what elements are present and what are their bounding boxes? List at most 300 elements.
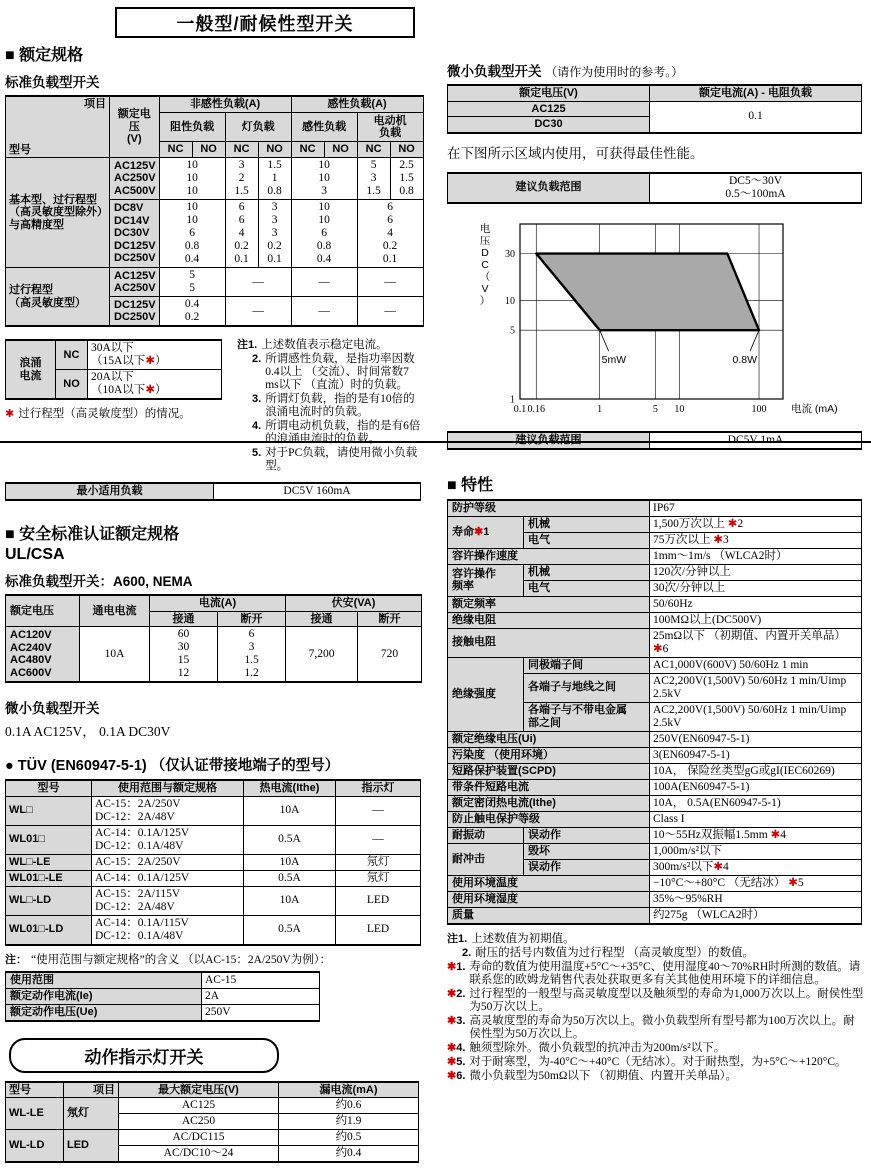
table-data-cell: 30次/分钟以上 <box>650 580 862 596</box>
table-header-cell: WL01□ <box>6 825 92 854</box>
micro-load-heading-text: 微小负载型开关 <box>447 64 542 79</box>
table-data-cell: 100A(EN60947-5-1) <box>650 779 862 795</box>
table-header-cell: 污染度 （使用环境） <box>448 747 650 763</box>
y-axis-label: 电压 D C （ V ） <box>479 222 491 307</box>
standard-notes <box>237 339 425 474</box>
note-item <box>447 1042 866 1055</box>
table-row <box>6 915 421 945</box>
table-row <box>6 854 421 870</box>
table-data-cell: 720 <box>358 627 422 683</box>
table-row <box>6 796 421 825</box>
note-text: “使用范围与额定规格”的含义 （以AC-15：2A/250V为例）： <box>31 953 331 966</box>
table-data-cell: 3 3 3 0.2 0.1 <box>258 200 291 268</box>
table <box>447 431 862 450</box>
table-data-cell: 3 2 1.5 <box>225 158 258 200</box>
table-data-cell: 0.5A <box>244 915 336 945</box>
x-tick-label: 100 <box>751 403 767 415</box>
table-header-cell: 同极端子间 <box>524 657 650 673</box>
note-prefix: 3. <box>252 393 262 405</box>
note-item <box>447 1015 866 1041</box>
table-data-cell: 300m/s²以下✱4 <box>650 859 862 875</box>
table-header-cell: 非感性负载(A) <box>159 96 291 113</box>
table-row <box>448 173 862 203</box>
x-tick-label: 1 <box>597 403 603 415</box>
table-header-cell: 带条件短路电流 <box>448 779 650 795</box>
section-safety-standards: ■ 安全标准认证额定规格 <box>5 526 180 543</box>
standard-load-table <box>5 95 425 327</box>
table-data-cell: 6 6 4 0.2 0.1 <box>225 200 258 268</box>
table-row <box>448 875 862 891</box>
table-row <box>6 1130 419 1146</box>
table-data-cell: AC-14：0.1A/125V DC-12：0.1A/48V <box>92 825 244 854</box>
table-header-cell: NC <box>357 141 390 157</box>
table-data-cell: AC-15：2A/115V DC-12：2A/48V <box>92 886 244 915</box>
surge-footnote <box>5 408 229 421</box>
table-header-cell: 寿命✱1 <box>448 516 524 548</box>
table-header-cell: 误动作 <box>524 859 650 875</box>
note-item <box>447 1056 866 1069</box>
ulcsa-heading: UL/CSA <box>5 546 65 563</box>
table-header-cell: 使用范围 <box>6 972 202 989</box>
table-data-cell: AC-14：0.1A/125V <box>92 870 244 886</box>
table-data-cell: 0.1 <box>650 101 862 133</box>
table-data-cell: AC-15：2A/250V <box>92 854 244 870</box>
table-data-cell: LED <box>336 886 421 915</box>
min-applicable-load-table <box>5 482 425 501</box>
table-row <box>6 780 421 796</box>
table-data-cell: 75万次以上 ✱3 <box>650 532 862 548</box>
table-row <box>6 268 424 297</box>
table-row <box>448 657 862 673</box>
table-header-cell: WL01□-LE <box>6 870 92 886</box>
table-data-cell: 1.5 1 0.8 <box>258 158 291 200</box>
note-text: 触须型除外。微小负载型的抗冲击为200m/s²以下。 <box>469 1041 726 1054</box>
table-data-cell: 约0.5 <box>279 1130 419 1146</box>
table-data-cell: 约0.4 <box>279 1146 419 1163</box>
table-header-cell: 短路保护装置(SCPD) <box>448 763 650 779</box>
table-header-cell: NC <box>56 340 88 370</box>
surge-left <box>5 335 229 425</box>
table-header-cell: 额定电压 (V) <box>110 96 160 158</box>
table-data-cell: 0.4 0.2 <box>159 297 225 327</box>
table-row <box>448 432 862 449</box>
table-header-cell: 浪涌 电流 <box>6 340 56 399</box>
note-item <box>237 339 425 352</box>
table-header-cell: 机械 <box>524 564 650 580</box>
table-header-cell: WL□-LD <box>6 886 92 915</box>
table-row <box>448 779 862 795</box>
note-prefix: 注1. <box>447 932 468 945</box>
table-header-cell: 机械 <box>524 516 650 532</box>
right-column <box>447 40 866 1171</box>
table-data-cell: 10 10 6 0.8 0.4 <box>291 200 357 268</box>
load-range-chart <box>465 212 866 427</box>
table-header-cell: 建议负载范围 <box>448 173 650 203</box>
table <box>5 779 421 946</box>
table-data-cell: 10～55Hz双振幅1.5mm ✱4 <box>650 827 862 843</box>
ulcsa-subheading: 标准负载型开关：A600, NEMA <box>5 574 193 589</box>
table-header-cell: NO <box>258 141 291 157</box>
x-tick-label: 0.16 <box>527 403 546 415</box>
note-prefix: 2. <box>252 353 262 365</box>
table-header-cell: WL□-LE <box>6 854 92 870</box>
ulcsa-table <box>5 594 425 683</box>
y-tick-label: 5 <box>510 325 515 337</box>
table-data-cell: 0.5A <box>244 870 336 886</box>
table-header-cell: DC8V DC14V DC30V DC125V DC250V <box>110 200 160 268</box>
table-header-cell: 使用范围与额定规格 <box>92 780 244 796</box>
note-text: 对于PC负载，请使用微小负载型。 <box>265 447 418 472</box>
table-header-cell: NO <box>390 141 423 157</box>
table-header-cell: 感性负载(A) <box>291 96 423 113</box>
table-data-cell: 约0.6 <box>279 1098 419 1114</box>
table <box>5 339 222 400</box>
note-prefix: ✱1. <box>447 960 466 973</box>
table-header-cell: 额定绝缘电压(Ui) <box>448 731 650 747</box>
table-data-cell: 10A <box>244 886 336 915</box>
table-header-cell: 容许操作 频率 <box>448 564 524 596</box>
table-data-cell: — <box>357 297 423 327</box>
table-data-cell: — <box>225 268 291 297</box>
table-data-cell: 7,200 <box>286 627 358 683</box>
note-text: 过行程型（高灵敏度型）的情况。 <box>18 408 191 420</box>
micro-load-value: 0.1A AC125V， 0.1A DC30V <box>5 724 171 739</box>
table-header-cell: 各端子与不带电金属 部之间 <box>524 702 650 731</box>
table-data-cell: 1,000m/s²以下 <box>650 843 862 859</box>
table-data-cell: 2.5 1.5 0.8 <box>390 158 423 200</box>
table-header-cell: AC125 <box>448 101 650 117</box>
table-header-cell: 阻性负载 <box>159 113 225 142</box>
indicator-switch-table <box>5 1081 425 1164</box>
table <box>447 499 862 925</box>
table-data-cell: 50/60Hz <box>650 596 862 612</box>
micro-rating-table <box>447 84 866 134</box>
recommended-range-table <box>447 172 866 204</box>
table-data-cell: 5 3 1.5 <box>357 158 390 200</box>
table-data-cell: 氖灯 <box>336 870 421 886</box>
table-header-cell: 额定密闭热电流(Ithe) <box>448 795 650 811</box>
note-text: 上述数值为初期值。 <box>471 932 575 945</box>
table-data-cell: 35%～95%RH <box>650 891 862 907</box>
table-row <box>448 516 862 532</box>
table-row <box>6 158 424 200</box>
table-header-cell: 耐振动 <box>448 827 524 843</box>
x-axis-label: 电流 (mA) <box>791 402 838 415</box>
table <box>5 971 320 1022</box>
table-data-cell: AC-15：2A/250V DC-12：2A/48V <box>92 796 244 825</box>
left-column <box>5 40 425 1171</box>
table-header-cell: 电动机 负载 <box>357 113 423 142</box>
table-data-cell: 10A <box>244 796 336 825</box>
x-tick-label: 5 <box>652 403 658 415</box>
table-header-cell: 指示灯 <box>336 780 421 796</box>
table-data-cell: AC1,000V(600V) 50/60Hz 1 min <box>650 657 862 673</box>
note-prefix: 注： <box>5 953 27 966</box>
table-header-cell: AC125V AC250V AC500V <box>110 158 160 200</box>
characteristics-notes <box>447 933 866 1083</box>
table-header-cell: WL□ <box>6 796 92 825</box>
section-divider <box>0 441 871 443</box>
table-header-cell: DC125V DC250V <box>110 297 160 327</box>
table-header-cell: 断开 <box>218 611 286 627</box>
table-header-cell: 接通 <box>150 611 218 627</box>
note-item <box>447 961 866 987</box>
table-row <box>6 595 422 611</box>
table-header-cell: DC30 <box>448 117 650 133</box>
table-data-cell: 10A <box>80 627 150 683</box>
tuv-note <box>5 954 425 967</box>
note-text: 所谓电动机负载，指的是有6倍的浪涌电流时的负载。 <box>265 420 421 445</box>
micro-load-heading-right <box>447 60 866 80</box>
note-item <box>237 393 425 419</box>
table-row <box>448 843 862 859</box>
table-row <box>6 627 422 683</box>
table-header-cell: NC <box>291 141 324 157</box>
table-header-cell: 型号 <box>6 780 92 796</box>
standard-load-heading: 标准负载型开关 <box>5 75 100 90</box>
table <box>5 95 424 327</box>
note-text: 所谓感性负载，是指功率因数0.4以上 （交流）、时间常数7 ms以下 （直流）时的负载。 <box>265 353 415 391</box>
table-data-cell: AC2,200V(1,500V) 50/60Hz 1 min/Uimp 2.5kV <box>650 673 862 702</box>
page-title-text: 一般型/耐候性型开关 <box>176 13 354 34</box>
table-data-cell: 10 10 10 <box>159 158 225 200</box>
table-data-cell: Class I <box>650 811 862 827</box>
table-header-cell: 最大额定电压(V) <box>119 1082 279 1098</box>
table-data-cell: 20A以下 （10A以下✱） <box>88 370 222 400</box>
table-data-cell: 10A， 0.5A(EN60947-5-1) <box>650 795 862 811</box>
note-item <box>5 408 229 421</box>
table-data-cell: — <box>291 297 357 327</box>
table-header-cell: LED <box>64 1130 119 1163</box>
note-prefix: ✱4. <box>447 1041 466 1054</box>
table-header-cell: 各端子与地线之间 <box>524 673 650 702</box>
note-item <box>447 988 866 1014</box>
micro-load-heading-left: 微小负载型开关 <box>5 701 100 716</box>
table-header-cell: 断开 <box>358 611 422 627</box>
table <box>447 84 862 134</box>
note-prefix: 2. <box>462 946 472 959</box>
table-data-cell: — <box>291 268 357 297</box>
table-header-cell: NO <box>56 370 88 400</box>
table-data-cell: 约1.9 <box>279 1114 419 1130</box>
note-text: 过行程型的一般型与高灵敏度型以及触须型的寿命为1,000万次以上。耐侯性型为50万次以上。 <box>469 987 864 1013</box>
table-header-cell: 通电电流 <box>80 595 150 627</box>
table-row <box>6 972 320 989</box>
table-data-cell: 250V <box>202 1004 320 1021</box>
table-header-cell: 基本型、过行程型 （高灵敏度型除外）与高精度型 <box>6 158 110 268</box>
table-row <box>6 1082 419 1098</box>
table-row <box>448 747 862 763</box>
table-header-cell: 额定电压 <box>6 595 80 627</box>
surge-block <box>5 335 425 478</box>
best-performance-text: 在下图所示区域内使用，可获得最佳性能。 <box>447 145 704 161</box>
note-item <box>447 1070 866 1083</box>
table-row <box>6 988 320 1004</box>
section-characteristics: ■ 特性 <box>447 476 494 494</box>
table-header-cell: 毁坏 <box>524 843 650 859</box>
note-item <box>447 933 866 946</box>
table-data-cell: AC/DC115 <box>119 1130 279 1146</box>
table-data-cell: IP67 <box>650 500 862 517</box>
table-data-cell: 250V(EN60947-5-1) <box>650 731 862 747</box>
tuv-heading: ● TÜV (EN60947-5-1) （仅认证带接地端子的型号） <box>5 758 340 774</box>
note-prefix: ✱3. <box>447 1014 466 1027</box>
table-data-cell: 5 5 <box>159 268 225 297</box>
annotation-label: 0.8W <box>732 353 758 366</box>
table-row <box>6 825 421 854</box>
characteristics-table <box>447 499 866 925</box>
table-row <box>448 612 862 628</box>
y-tick-label: 10 <box>505 295 515 307</box>
table-header-cell: 热电流(Ithe) <box>244 780 336 796</box>
table-header-cell: 额定频率 <box>448 596 650 612</box>
table-header-cell: 接通 <box>286 611 358 627</box>
table-row <box>448 500 862 517</box>
annotation-label: 5mW <box>601 353 627 366</box>
table-row <box>6 1098 419 1114</box>
table-header-cell: 漏电流(mA) <box>279 1082 419 1098</box>
x-tick-label: 0.1 <box>513 403 527 415</box>
table-data-cell: LED <box>336 915 421 945</box>
table-header-cell: 接触电阻 <box>448 628 650 657</box>
table-row <box>6 1004 320 1021</box>
table-data-cell: 约275g （WLCA2时） <box>650 907 862 924</box>
table-row <box>448 548 862 564</box>
table-row <box>6 483 421 500</box>
table-header-cell: 绝缘强度 <box>448 657 524 731</box>
table-data-cell: 1,500万次以上 ✱2 <box>650 516 862 532</box>
table-data-cell: DC5V 160mA <box>214 483 421 500</box>
table-header-cell: 项目 <box>64 1082 119 1098</box>
table-header-cell: 额定电压(V) <box>448 85 650 101</box>
table-data-cell: AC/DC10～24 <box>119 1146 279 1163</box>
page-title <box>115 7 415 38</box>
note-item <box>237 353 425 392</box>
table-row <box>448 564 862 580</box>
chart-svg <box>465 212 847 424</box>
table-header-cell: 灯负载 <box>225 113 291 142</box>
x-tick-label: 10 <box>674 403 685 415</box>
table-header-cell: 最小适用负载 <box>6 483 214 500</box>
table-data-cell: — <box>357 268 423 297</box>
note-text: 寿命的数值为使用温度+5°C～+35°C、使用湿度40～70%RH时所测的数值。请联系您的欧姆龙销售代表处获取更多有关其他使用环境下的详细信息。 <box>469 960 861 986</box>
note-prefix: ✱6. <box>447 1069 466 1082</box>
table-header-cell: 电气 <box>524 532 650 548</box>
table-data-cell: 6 6 4 0.2 0.1 <box>357 200 423 268</box>
table-header-cell: NC <box>225 141 258 157</box>
table-row <box>448 596 862 612</box>
table-data-cell: 3(EN60947-5-1) <box>650 747 862 763</box>
table-header-cell: 额定动作电流(Ie) <box>6 988 202 1004</box>
tuv-table <box>5 779 425 946</box>
micro-load-heading-note: （请作为使用时的参考。） <box>545 65 684 79</box>
table-row <box>448 85 862 101</box>
table-header-cell: 建议负载范围 <box>448 432 650 449</box>
table-row <box>6 886 421 915</box>
table-header-cell: 使用环境湿度 <box>448 891 650 907</box>
table-data-cell: 100MΩ以上(DC500V) <box>650 612 862 628</box>
table-header-cell: 耐冲击 <box>448 843 524 875</box>
table-row <box>448 763 862 779</box>
note-prefix: 5. <box>252 447 262 459</box>
table-header-cell: 伏安(VA) <box>286 595 422 611</box>
note-text: 高灵敏度型的寿命为50万次以上。微小负载型所有型号都为100万次以上。耐侯性型为50万次以上。 <box>469 1014 855 1040</box>
table-row <box>448 811 862 827</box>
y-tick-label: 1 <box>510 394 515 405</box>
note-prefix: ✱5. <box>447 1055 466 1068</box>
section-rated-specs: ■ 额定规格 <box>5 47 84 64</box>
content-columns <box>5 40 866 1171</box>
table-row <box>6 96 424 113</box>
table-header-cell: 过行程型 （高灵敏度型） <box>6 268 110 327</box>
table-data-cell: 10 10 6 0.8 0.4 <box>159 200 225 268</box>
table <box>5 594 422 683</box>
table-header-cell: 误动作 <box>524 827 650 843</box>
table-data-cell: AC125 <box>119 1098 279 1114</box>
note-text: 上述数值表示稳定电流。 <box>261 339 388 351</box>
table-header-cell: 型号 <box>6 1082 64 1098</box>
table-data-cell: 6 3 1.5 1.2 <box>218 627 286 683</box>
table-header-cell: WL-LE <box>6 1098 64 1130</box>
min-micro-load-table <box>447 431 866 450</box>
table-header-cell <box>6 96 110 158</box>
table-row <box>6 870 421 886</box>
table-row <box>448 827 862 843</box>
note-item <box>5 954 425 967</box>
table <box>447 172 862 204</box>
table-data-cell: 0.5A <box>244 825 336 854</box>
table <box>5 482 421 501</box>
note-text: 所谓灯负载，指的是有10倍的浪涌电流时的负载。 <box>265 393 415 418</box>
note-prefix: ✱2. <box>447 987 466 1000</box>
table-header-cell: 绝缘电阻 <box>448 612 650 628</box>
table-data-cell: — <box>336 825 421 854</box>
table-row <box>448 795 862 811</box>
table-data-cell: 2A <box>202 988 320 1004</box>
table-data-cell: AC-15 <box>202 972 320 989</box>
table <box>5 1081 419 1164</box>
table-data-cell: 25mΩ以下 （初期值、内置开关单品） ✱6 <box>650 628 862 657</box>
table-data-cell: 10 10 3 <box>291 158 357 200</box>
table-header-cell: 电流(A) <box>150 595 286 611</box>
table-data-cell: AC250 <box>119 1114 279 1130</box>
table-data-cell: 氖灯 <box>336 854 421 870</box>
table-data-cell: AC2,200V(1,500V) 50/60Hz 1 min/Uimp 2.5kV <box>650 702 862 731</box>
table-row <box>448 891 862 907</box>
note-prefix: 注1. <box>237 339 258 351</box>
note-text: 对于耐寒型，为-40°C～+40°C（无结冰）。对于耐热型，为+5°C～+120°C。 <box>469 1055 847 1068</box>
table-row <box>448 731 862 747</box>
table-header-cell: AC120V AC240V AC480V AC600V <box>6 627 80 683</box>
recommended-load-region <box>536 253 759 330</box>
note-text: 耐压的括号内数值为过行程型 （高灵敏度型）的数值。 <box>475 946 755 959</box>
tuv-definition-table <box>5 971 425 1022</box>
table-row <box>448 101 862 117</box>
table-header-cell: NO <box>324 141 357 157</box>
note-item <box>237 447 425 473</box>
table-row <box>6 340 222 370</box>
corner-bottom-label: 型号 <box>9 143 31 156</box>
note-text: 微小负载型为50mΩ以下 （初期值、内置开关单品）。 <box>469 1069 738 1082</box>
table-header-cell: 额定动作电压(Ue) <box>6 1004 202 1021</box>
table-header-cell: AC125V AC250V <box>110 268 160 297</box>
table-header-cell: WL-LD <box>6 1130 64 1163</box>
table-header-cell: WL01□-LD <box>6 915 92 945</box>
note-prefix: 4. <box>252 420 262 432</box>
table-row <box>448 907 862 924</box>
table-header-cell: NO <box>192 141 225 157</box>
table-data-cell: −10°C～+80°C （无结冰） ✱5 <box>650 875 862 891</box>
